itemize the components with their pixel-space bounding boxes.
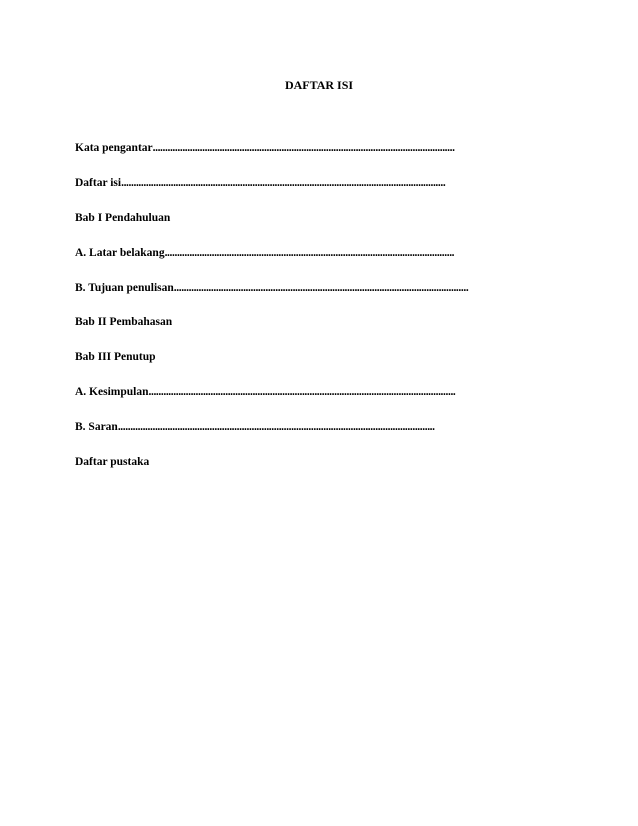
toc-entry-kesimpulan xyxy=(75,384,545,400)
toc-entry-daftar-pustaka xyxy=(75,454,545,470)
toc-entry-label: Bab I Pendahuluan xyxy=(75,211,171,224)
toc-entry-tujuan-penulisan xyxy=(75,280,545,296)
toc-entry-daftar-isi xyxy=(75,175,545,191)
toc-entry-kata-pengantar xyxy=(75,140,545,156)
toc-entry-label: Bab II Pembahasan xyxy=(75,316,173,329)
toc-dot-leader: .......................................................................................................................... xyxy=(152,142,455,154)
toc-entry-latar-belakang xyxy=(75,245,545,261)
toc-entry-saran xyxy=(75,419,545,435)
toc-entry-label: B. Tujuan penulisan xyxy=(75,281,174,294)
toc-entry-label: Kata pengantar xyxy=(75,142,153,154)
toc-entry-label: B. Saran xyxy=(75,421,118,434)
toc-dot-leader: ............................................................................................................................ xyxy=(148,386,456,399)
toc-dot-leader: ....................................................................................................................... xyxy=(173,281,469,294)
page-title: DAFTAR ISI xyxy=(284,78,354,92)
toc-entry-label: Daftar pustaka xyxy=(75,456,150,469)
toc-entry-bab-3 xyxy=(75,349,545,365)
toc-entry-bab-1 xyxy=(75,210,545,226)
toc-dot-leader: ..................................................................................................................... xyxy=(164,246,455,259)
toc-entry-label: A. Kesimpulan xyxy=(75,386,149,399)
toc-entry-label: Bab III Penutup xyxy=(75,351,156,364)
table-of-contents xyxy=(75,140,545,489)
toc-entry-label: Daftar isi xyxy=(75,176,122,189)
toc-entry-bab-2 xyxy=(75,314,545,330)
toc-entry-label: A. Latar belakang xyxy=(75,246,165,259)
toc-dot-leader: ................................................................................................................................ xyxy=(117,421,435,434)
toc-dot-leader: ................................................................................................................................... xyxy=(121,176,446,189)
